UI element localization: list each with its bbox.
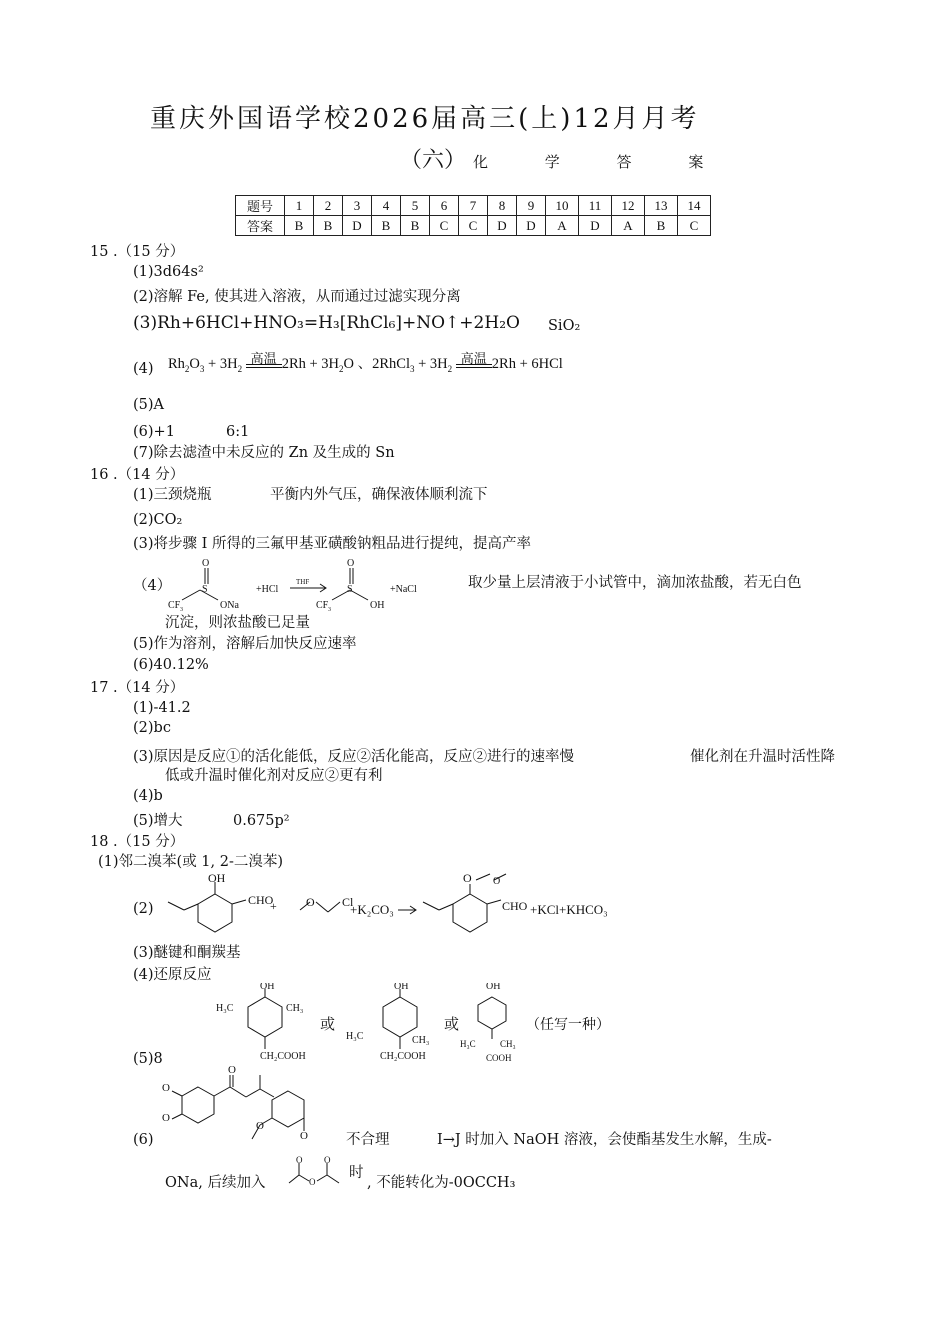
- q16-answer-6: (6)40.12%: [133, 657, 209, 673]
- table-cell: 14: [678, 196, 711, 216]
- q16-answer-4-text1: 取少量上层清液于小试管中，滴加浓盐酸，若无白色: [468, 575, 802, 591]
- svg-text:CH₂COOH: CH₂COOH: [260, 1051, 306, 1062]
- table-cell: B: [285, 216, 314, 236]
- svg-text:O: O: [202, 558, 210, 569]
- svg-text:CH₃: CH₃: [500, 1039, 516, 1049]
- q17-answer-3b: 催化剂在升温时活性降: [690, 749, 835, 765]
- q18-answer-6d: 时: [349, 1165, 364, 1181]
- q16-answer-3: (3)将步骤 I 所得的三氟甲基亚磺酸钠粗品进行提纯，提高产率: [133, 536, 531, 552]
- q17-answer-5b: 0.675p²: [233, 813, 290, 829]
- table-cell: 5: [401, 196, 430, 216]
- or-text: 或: [320, 1017, 336, 1033]
- svg-text:OH: OH: [486, 983, 501, 992]
- q15-answer-3: (3)Rh+6HCl+HNO₃=H₃[RhCl₆]+NO↑+2H₂O: [133, 313, 520, 333]
- q15-answer-7: (7)除去滤渣中未反应的 Zn 及生成的 Sn: [133, 445, 395, 461]
- svg-text:COOH: COOH: [486, 1053, 512, 1063]
- svg-text:ONa: ONa: [220, 600, 239, 611]
- table-cell: 2: [314, 196, 343, 216]
- svg-text:CH₂COOH: CH₂COOH: [380, 1051, 426, 1062]
- svg-text:OH: OH: [260, 983, 275, 992]
- table-cell: C: [678, 216, 711, 236]
- table-cell: B: [314, 216, 343, 236]
- q16-reaction-structure: [160, 558, 460, 616]
- table-cell: 7: [459, 196, 488, 216]
- svg-text:H₃C: H₃C: [346, 1031, 364, 1042]
- q18-answer-6e: , 不能转化为-0OCCH₃: [367, 1175, 516, 1191]
- q17-answer-3a: (3)原因是反应①的活化能低，反应②活化能高，反应②进行的速率慢: [133, 749, 575, 765]
- reaction-k2co3: +K₂CO₃: [350, 902, 394, 917]
- q18-answer-6c: ONa, 后续加入: [165, 1175, 266, 1191]
- q15-equation-4: $Rh_2O_3 + 3H_2$ 高温 $2Rh + 3H_2O$ 、2RhCl$_3$ + $3H_2$ 高温 2Rh + 6HCl: [168, 351, 563, 374]
- q18-answer-3: (3)醚键和酮羰基: [133, 945, 241, 961]
- svg-text:OH: OH: [208, 872, 226, 885]
- q17-answer-2: (2)bc: [133, 720, 171, 736]
- svg-text:CH₃: CH₃: [286, 1003, 304, 1014]
- q18-heading: 18 .（15 分）: [90, 834, 185, 850]
- table-cell: 3: [343, 196, 372, 216]
- svg-text:H₃C: H₃C: [216, 1003, 234, 1014]
- page-subtitle: [400, 143, 729, 174]
- table-cell: B: [401, 216, 430, 236]
- q15-answer-6b: 6:1: [226, 424, 250, 440]
- q15-answer-5: (5)A: [133, 397, 165, 413]
- q18-answer-1: (1)邻二溴苯(或 1, 2-二溴苯): [98, 854, 284, 870]
- q17-answer-3c: 低或升温时催化剂对反应②更有利: [165, 768, 383, 784]
- svg-text:OH: OH: [370, 600, 385, 611]
- q18-answer-5: (5)8: [133, 1051, 163, 1067]
- svg-text:O: O: [324, 1155, 331, 1165]
- svg-text:CHO: CHO: [248, 893, 274, 907]
- q16-answer-4-label: （4）: [133, 578, 172, 594]
- svg-text:Cl: Cl: [342, 895, 354, 909]
- svg-text:CH₃: CH₃: [412, 1035, 430, 1046]
- q15-heading: 15 .（15 分）: [90, 244, 185, 260]
- q17-heading: 17 .（14 分）: [90, 680, 185, 696]
- table-cell: C: [459, 216, 488, 236]
- table-cell: D: [488, 216, 517, 236]
- answer-table: [235, 195, 711, 236]
- table-cell: 10: [546, 196, 579, 216]
- acetic-anhydride-structure: [285, 1155, 345, 1189]
- q18-answer-2-label: (2): [133, 901, 154, 917]
- table-cell: D: [343, 216, 372, 236]
- table-cell: 6: [430, 196, 459, 216]
- svg-text:CF: CF: [168, 600, 181, 611]
- q16-heading: 16 .（14 分）: [90, 467, 185, 483]
- table-row-answers: [236, 216, 711, 236]
- any-one-note: （任写一种）: [526, 1018, 610, 1033]
- q17-answer-1: (1)-41.2: [133, 700, 191, 716]
- table-cell: 13: [645, 196, 678, 216]
- reaction-plus-nacl: +NaCl: [390, 584, 417, 595]
- q18-isomer-structures: [210, 983, 630, 1068]
- table-cell: 8: [488, 196, 517, 216]
- q16-answer-5: (5)作为溶剂，溶解后加快反应速率: [133, 636, 357, 652]
- svg-text:OH: OH: [394, 983, 409, 992]
- q18-answer-6a: 不合理: [346, 1132, 390, 1148]
- table-cell: 1: [285, 196, 314, 216]
- q15-answer-6a: (6)+1: [133, 424, 175, 440]
- q15-answer-2: (2)溶解 Fe, 使其进入溶液，从而通过过滤实现分离: [133, 289, 461, 305]
- subtitle-text: 化 学 答 案: [473, 153, 730, 171]
- svg-text:O: O: [162, 1112, 170, 1124]
- svg-text:H₃C: H₃C: [460, 1039, 476, 1049]
- svg-text:O: O: [463, 872, 472, 885]
- q18-reaction-2-structure: [160, 872, 660, 942]
- table-cell: A: [546, 216, 579, 236]
- reaction-condition: 高温: [250, 351, 277, 366]
- table-cell: D: [579, 216, 612, 236]
- q17-answer-4: (4)b: [133, 788, 163, 804]
- q18-answer-4: (4)还原反应: [133, 967, 212, 983]
- svg-text:S: S: [347, 584, 353, 595]
- q18-answer-6-structure: [160, 1063, 330, 1148]
- svg-text:O: O: [493, 876, 501, 887]
- svg-text:3: 3: [328, 607, 331, 613]
- q15-answer-3b: SiO₂: [548, 318, 581, 334]
- svg-text:O: O: [347, 558, 355, 569]
- table-cell: 4: [372, 196, 401, 216]
- table-cell: 12: [612, 196, 645, 216]
- q15-answer-1: (1)3d64s²: [133, 264, 204, 280]
- reaction-products: +KCl+KHCO₃: [530, 902, 608, 917]
- reaction-condition-thf: THF: [296, 578, 310, 586]
- table-cell: 11: [579, 196, 612, 216]
- table-cell: B: [645, 216, 678, 236]
- reaction-plus-hcl: +HCl: [256, 584, 279, 595]
- svg-text:3: 3: [180, 607, 183, 613]
- svg-text:O: O: [300, 1130, 308, 1142]
- q17-answer-5a: (5)增大: [133, 813, 183, 829]
- table-row-numbers: [236, 196, 711, 216]
- svg-text:O: O: [309, 1177, 316, 1187]
- reaction-condition: 高温: [460, 351, 487, 366]
- table-cell: D: [517, 216, 546, 236]
- svg-text:O: O: [228, 1064, 236, 1076]
- table-cell: C: [430, 216, 459, 236]
- svg-text:O: O: [162, 1082, 170, 1094]
- table-cell: B: [372, 216, 401, 236]
- svg-text:O: O: [306, 895, 315, 909]
- page-title: 重庆外国语学校2026届高三(上)12月月考: [150, 104, 700, 134]
- q18-answer-6b: I→J 时加入 NaOH 溶液，会使酯基发生水解，生成-: [437, 1132, 772, 1148]
- separator: 、: [357, 356, 373, 372]
- q16-answer-1a: (1)三颈烧瓶: [133, 487, 212, 503]
- table-header-label: 题号: [236, 196, 285, 216]
- q16-answer-2: (2)CO₂: [133, 512, 183, 528]
- reaction-plus: +: [270, 899, 277, 913]
- svg-text:CF: CF: [316, 600, 329, 611]
- q15-answer-4-label: (4): [133, 361, 154, 377]
- q18-answer-6-label: (6): [133, 1132, 154, 1148]
- svg-text:O: O: [296, 1155, 303, 1165]
- svg-text:S: S: [202, 584, 208, 595]
- table-header-label: 答案: [236, 216, 285, 236]
- q16-answer-4-text2: 沉淀，则浓盐酸已足量: [165, 615, 310, 631]
- subtitle-number: （六）: [400, 148, 467, 173]
- q16-answer-1b: 平衡内外气压，确保液体顺利流下: [270, 487, 488, 503]
- svg-text:CHO: CHO: [502, 899, 528, 913]
- table-cell: 9: [517, 196, 546, 216]
- or-text: 或: [444, 1017, 460, 1033]
- svg-text:O: O: [256, 1120, 264, 1132]
- table-cell: A: [612, 216, 645, 236]
